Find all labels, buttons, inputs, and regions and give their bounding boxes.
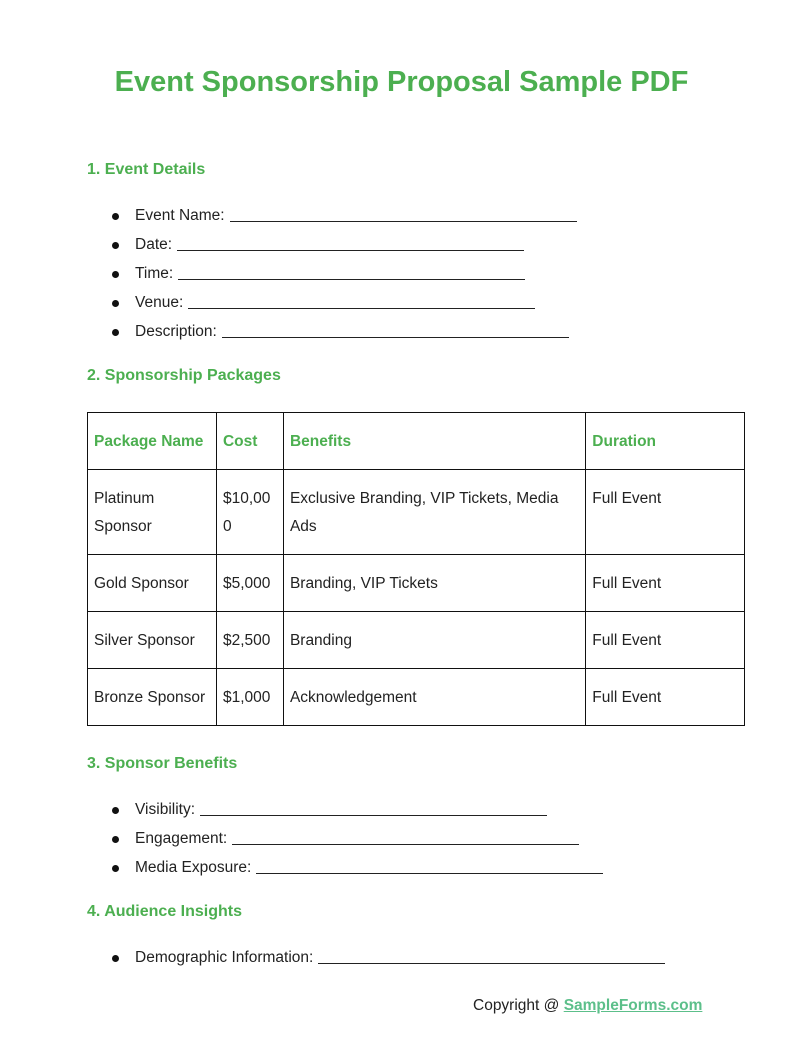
visibility-blank[interactable] — [200, 798, 547, 816]
field-label: Event Name: — [135, 207, 225, 224]
table-row — [88, 470, 745, 555]
sampleforms-link[interactable]: SampleForms.com — [563, 997, 703, 1014]
section-heading-event-details: 1. Event Details — [87, 161, 206, 178]
copyright-text: Copyright @ — [473, 997, 564, 1014]
event-details-list — [87, 201, 577, 346]
cell-cost: $10,000 — [216, 470, 283, 555]
section-heading-sponsor-benefits: 3. Sponsor Benefits — [87, 755, 238, 772]
event-name-blank[interactable] — [230, 204, 577, 222]
document-title: Event Sponsorship Proposal Sample PDF — [114, 66, 689, 98]
field-label: Media Exposure: — [135, 859, 252, 876]
bullet-icon — [112, 836, 119, 843]
header-benefits: Benefits — [283, 413, 585, 470]
cell-duration: Full Event — [586, 555, 745, 612]
bullet-icon — [112, 329, 119, 336]
cell-cost: $2,500 — [216, 612, 283, 669]
table-row — [88, 555, 745, 612]
field-date — [87, 230, 577, 259]
bullet-icon — [112, 807, 119, 814]
field-visibility — [87, 795, 603, 824]
media-exposure-blank[interactable] — [256, 856, 603, 874]
cell-duration: Full Event — [586, 669, 745, 726]
header-package-name: Package Name — [88, 413, 217, 470]
cell-benefits: Acknowledgement — [283, 669, 585, 726]
field-label: Demographic Information: — [135, 949, 314, 966]
cell-duration: Full Event — [586, 612, 745, 669]
field-label: Date: — [135, 236, 173, 253]
field-event-name — [87, 201, 577, 230]
field-label: Engagement: — [135, 830, 228, 847]
cell-duration: Full Event — [586, 470, 745, 555]
cell-package-name: Bronze Sponsor — [88, 669, 217, 726]
description-blank[interactable] — [222, 320, 569, 338]
cell-benefits: Branding, VIP Tickets — [283, 555, 585, 612]
field-engagement — [87, 824, 603, 853]
cell-benefits: Exclusive Branding, VIP Tickets, Media Ads — [283, 470, 585, 555]
footer-copyright — [473, 997, 702, 1015]
cell-package-name: Platinum Sponsor — [88, 470, 217, 555]
field-demographic-information — [87, 943, 665, 972]
header-cost: Cost — [216, 413, 283, 470]
cell-benefits: Branding — [283, 612, 585, 669]
field-label: Visibility: — [135, 801, 196, 818]
demographic-information-blank[interactable] — [318, 946, 665, 964]
bullet-icon — [112, 955, 119, 962]
bullet-icon — [112, 271, 119, 278]
field-time — [87, 259, 577, 288]
cell-package-name: Silver Sponsor — [88, 612, 217, 669]
field-media-exposure — [87, 853, 603, 882]
cell-cost: $1,000 — [216, 669, 283, 726]
audience-insights-list — [87, 943, 665, 972]
field-label: Venue: — [135, 294, 184, 311]
cell-package-name: Gold Sponsor — [88, 555, 217, 612]
bullet-icon — [112, 213, 119, 220]
date-blank[interactable] — [177, 233, 524, 251]
cell-cost: $5,000 — [216, 555, 283, 612]
table-row — [88, 669, 745, 726]
bullet-icon — [112, 300, 119, 307]
sponsor-benefits-list — [87, 795, 603, 882]
field-venue — [87, 288, 577, 317]
sponsorship-packages-table — [87, 412, 745, 726]
bullet-icon — [112, 242, 119, 249]
section-heading-audience-insights: 4. Audience Insights — [87, 903, 242, 920]
venue-blank[interactable] — [188, 291, 535, 309]
header-duration: Duration — [586, 413, 745, 470]
field-description — [87, 317, 577, 346]
table-row — [88, 612, 745, 669]
field-label: Description: — [135, 323, 217, 340]
bullet-icon — [112, 865, 119, 872]
engagement-blank[interactable] — [232, 827, 579, 845]
time-blank[interactable] — [178, 262, 525, 280]
section-heading-sponsorship-packages: 2. Sponsorship Packages — [87, 367, 281, 384]
table-header-row — [88, 413, 745, 470]
field-label: Time: — [135, 265, 174, 282]
